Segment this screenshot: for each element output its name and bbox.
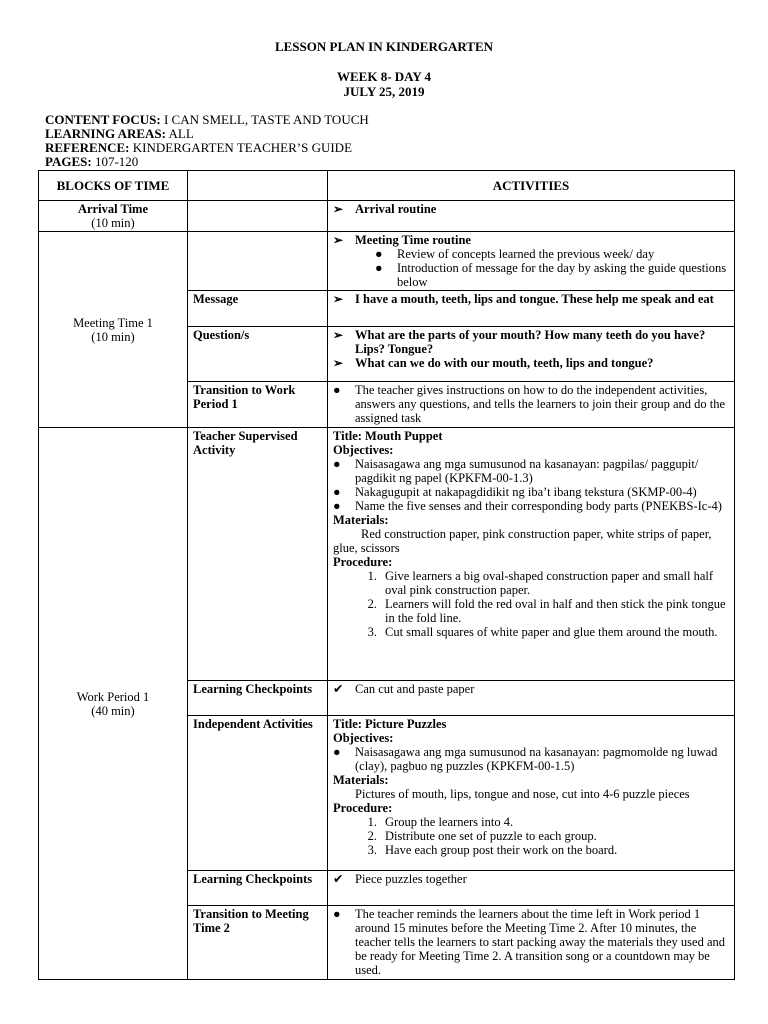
label-transition-meeting-time-2: Transition to Meeting Time 2 — [188, 906, 328, 980]
learning-areas: LEARNING AREAS: ALL — [45, 126, 194, 141]
materials-heading: Materials: — [333, 513, 389, 527]
activity-title: Title: Mouth Puppet — [333, 429, 443, 443]
bullet-icon: ● — [333, 383, 341, 397]
document-title: LESSON PLAN IN KINDERGARTEN — [274, 39, 494, 54]
table-header-row — [39, 171, 735, 201]
list-item: ● Naisasagawa ang mga sumusunod na kasanayan: pagpilas/ paggupit/ pagdikit ng papel (KPKFM-00-1.3) — [333, 457, 699, 485]
header-activities: ACTIVITIES — [328, 171, 735, 201]
list-item: ➢ Meeting Time routine — [333, 233, 471, 247]
bullet-icon: ● — [333, 457, 341, 471]
materials-heading: Materials: — [333, 773, 389, 787]
label-questions: Question/s — [188, 327, 328, 382]
list-item: 2. Distribute one set of puzzle to each group. — [367, 829, 597, 843]
bullet-icon: ● — [375, 247, 383, 261]
block-arrival: Arrival Time (10 min) — [39, 201, 188, 232]
bullet-icon: ● — [333, 745, 341, 759]
list-item: ✔ Can cut and paste paper — [333, 682, 475, 696]
label-independent-activities: Independent Activities — [188, 716, 328, 871]
bullet-icon: ● — [333, 485, 341, 499]
pages: PAGES: 107-120 — [45, 154, 139, 169]
arrow-icon: ➢ — [333, 328, 344, 342]
list-item: 1. Group the learners into 4. — [367, 815, 514, 829]
arrow-icon: ➢ — [333, 292, 344, 306]
list-item: ● Nakagugupit at nakapagdidikit ng iba’t ibang tekstura (SKMP-00-4) — [333, 485, 697, 499]
table-row — [39, 232, 735, 291]
check-icon: ✔ — [333, 682, 344, 696]
reference: REFERENCE: KINDERGARTEN TEACHER’S GUIDE — [45, 140, 353, 155]
list-item: 3. Cut small squares of white paper and glue them around the mouth. — [367, 625, 718, 639]
table-row — [39, 201, 735, 232]
list-item: ● Introduction of message for the day by asking the guide questions below — [375, 261, 727, 289]
objectives-heading: Objectives: — [333, 731, 394, 745]
lesson-table — [38, 170, 735, 980]
procedure-heading: Procedure: — [333, 801, 393, 815]
list-item: ➢ What can we do with our mouth, teeth, lips and tongue? — [333, 356, 654, 370]
list-item: 2. Learners will fold the red oval in half and then stick the pink tongue in the fold line. — [367, 597, 726, 625]
arrow-icon: ➢ — [333, 233, 344, 247]
materials-text: Red construction paper, pink construction paper, white strips of paper, glue, scissors — [333, 527, 712, 555]
arrow-icon: ➢ — [333, 202, 344, 216]
list-item: ➢ Arrival routine — [333, 202, 437, 216]
list-item: 3. Have each group post their work on the board. — [367, 843, 618, 857]
table-row — [39, 428, 735, 681]
label-learning-checkpoints: Learning Checkpoints — [188, 871, 328, 906]
label-teacher-supervised: Teacher Supervised Activity — [188, 428, 328, 681]
lesson-date: JULY 25, 2019 — [343, 84, 425, 99]
list-item: ● Name the five senses and their corresponding body parts (PNEKBS-Ic-4) — [333, 499, 722, 513]
objectives-heading: Objectives: — [333, 443, 394, 457]
arrow-icon: ➢ — [333, 356, 344, 370]
header-blocks-of-time: BLOCKS OF TIME — [39, 171, 188, 201]
bullet-icon: ● — [333, 499, 341, 513]
list-item: ✔ Piece puzzles together — [333, 872, 467, 886]
list-item: ● The teacher reminds the learners about the time left in Work period 1 around 15 minutes before the Meeting Time 2. After 10 minutes, the teacher tells the learners to start packing away the materials they used and be ready for Meeting Time 2. A transition song or a countdown may be used. — [333, 907, 725, 977]
block-work-period-1: Work Period 1 (40 min) — [39, 428, 188, 980]
label-transition-work-period: Transition to Work Period 1 — [188, 382, 328, 428]
procedure-heading: Procedure: — [333, 555, 393, 569]
check-icon: ✔ — [333, 872, 344, 886]
list-item: ➢ What are the parts of your mouth? How many teeth do you have? Lips? Tongue? — [333, 328, 706, 356]
bullet-icon: ● — [375, 261, 383, 275]
label-message: Message — [188, 291, 328, 327]
list-item: ● The teacher gives instructions on how to do the independent activities, answers any questions, and tells the learners to join their group and do the assigned task — [333, 383, 726, 425]
activity-title: Title: Picture Puzzles — [333, 717, 447, 731]
list-item: ● Review of concepts learned the previous week/ day — [375, 247, 655, 261]
list-item: ● Naisasagawa ang mga sumusunod na kasanayan: pagmomolde ng luwad (clay), pagbuo ng puzzles (KPKFM-00-1.5) — [333, 745, 718, 773]
materials-text: Pictures of mouth, lips, tongue and nose, cut into 4-6 puzzle pieces — [355, 787, 690, 801]
week-day: WEEK 8- DAY 4 — [336, 69, 432, 84]
header-empty — [188, 171, 328, 201]
list-item: ➢ I have a mouth, teeth, lips and tongue. These help me speak and eat — [333, 292, 714, 306]
lesson-meta — [45, 113, 369, 169]
label-learning-checkpoints: Learning Checkpoints — [188, 681, 328, 716]
content-focus: CONTENT FOCUS: I CAN SMELL, TASTE AND TOUCH — [45, 112, 369, 127]
block-meeting-time-1: Meeting Time 1 (10 min) — [39, 232, 188, 428]
list-item: 1. Give learners a big oval-shaped construction paper and small half oval pink construction paper. — [367, 569, 714, 597]
bullet-icon: ● — [333, 907, 341, 921]
